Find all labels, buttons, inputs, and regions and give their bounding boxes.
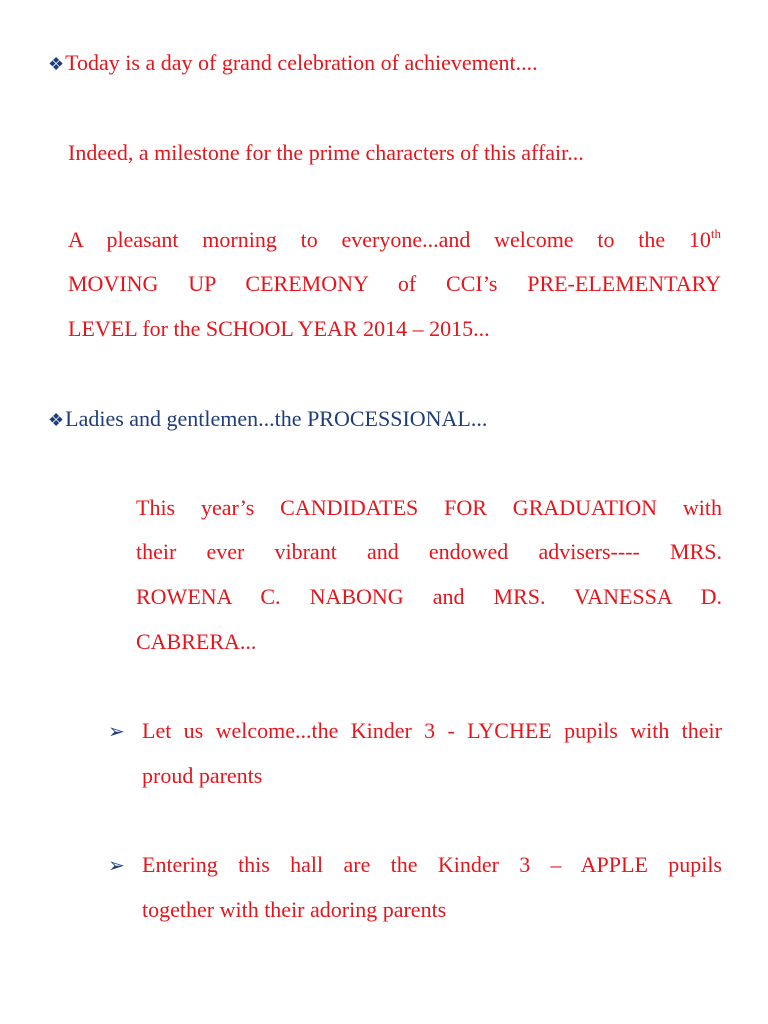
bullet-text-prefix: Ladies and gentlemen...the: [65, 406, 308, 431]
arrow-bullet-lychee: [108, 718, 125, 745]
paragraph-candidates-line-4: CABRERA...: [136, 629, 257, 654]
paragraph-welcome-line-3: LEVEL for the SCHOOL YEAR 2014 – 2015...: [68, 316, 490, 341]
bullet-item-celebration: [48, 50, 538, 77]
bullet-text: Today is a day of grand celebration of achievement....: [65, 50, 538, 75]
bullet-item-processional: [48, 406, 487, 433]
paragraph-candidates-line-2: their ever vibrant and endowed advisers---- MRS.: [136, 539, 722, 564]
paragraph-milestone: Indeed, a milestone for the prime characters of this affair...: [68, 140, 584, 165]
bullet-text-highlight: PROCESSIONAL...: [307, 406, 488, 431]
arrow-item-apple-line-1: Entering this hall are the Kinder 3 – APPLE pupils: [142, 852, 722, 877]
arrow-item-lychee-line-2: proud parents: [142, 763, 263, 788]
arrow-item-lychee-line-1: Let us welcome...the Kinder 3 - LYCHEE pupils with their: [142, 718, 722, 743]
arrow-bullet-apple: [108, 852, 125, 879]
paragraph-welcome-line-2: MOVING UP CEREMONY of CCI’s PRE-ELEMENTARY: [68, 271, 721, 296]
arrow-bullet-icon: ➢: [108, 721, 125, 743]
arrow-bullet-icon: ➢: [108, 855, 125, 877]
paragraph-candidates-line-1: This year’s CANDIDATES FOR GRADUATION with: [136, 495, 722, 520]
diamond-bullet-icon: ❖: [48, 54, 65, 74]
arrow-item-apple-line-2: together with their adoring parents: [142, 897, 447, 922]
paragraph-candidates-line-3: ROWENA C. NABONG and MRS. VANESSA D.: [136, 584, 722, 609]
paragraph-welcome-line-1: A pleasant morning to everyone...and welcome to the 10th: [68, 226, 721, 252]
diamond-bullet-icon: ❖: [48, 410, 65, 430]
